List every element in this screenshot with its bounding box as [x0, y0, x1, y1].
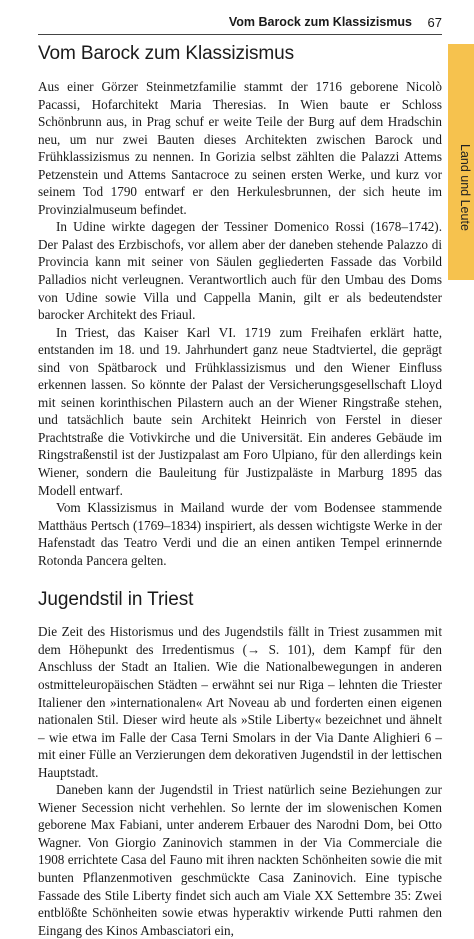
page-number: 67	[427, 15, 442, 30]
chapter-side-tab	[448, 44, 474, 280]
paragraph: Vom Klassizismus in Mailand wurde der vom Bodensee stammende Matthäus Pertsch (1769–1834) inspiriert, als dessen wichtigste Werke in der Hafenstadt das Teatro Verdi und die an einen antiken Tempel erinnernde Rotonda Pancera gelten.	[38, 500, 442, 568]
paragraph: Die Zeit des Historismus und des Jugendstils fällt in Triest zusammen mit dem Höhepunkt des Irredentismus (→ S. 101), dem Kampf für den Anschluss der Stadt an Italien. Wie die Nationalbewegungen in anderen ostmitteleuropäischen Städten – erwähnt sei nur Riga – lehnten die Triester Italiener den »internationalen« Art Noveau ab und forderten einen eigenen nationalen Stil. Dieser wird heute als »Stile Liberty« bezeichnet und ähnelt – wie etwa im Falle der Casa Terni Smolars in der Via Dante Alighieri 6 – mit einer Fülle an Verzierungen dem dekorativen Jugendstil in der lettischen Hauptstadt.	[38, 624, 442, 780]
side-tab-label: Land und Leute	[458, 144, 472, 231]
page-body	[38, 36, 442, 939]
running-head: Vom Barock zum Klassizismus	[228, 15, 412, 29]
paragraph: Daneben kann der Jugendstil in Triest natürlich seine Beziehungen zur Wiener Secession nicht verhehlen. So lernte der im slowenischen Komen geborene Max Fabiani, unter anderem Erbauer des Narodni Dom, bei Otto Wagner. Von Giorgio Zaninovich stammen in der Via Commerciale die 1908 errichtete Casa del Fauno mit ihren nackten Schönheiten sowie die mit bunten Pflanzenmotiven geschmückte Casa Zaninovich. Eine typische Fassade des Stile Liberty findet sich auch am Viale XX Settembre 35: Zwei entblößte Schönheiten sowie etwas hyperaktiv wirkende Putti rahmen den Eingang des Kinos Ambasciatori ein,	[38, 782, 442, 938]
paragraph: Aus einer Görzer Steinmetzfamilie stammt der 1716 geborene Nicolò Pacassi, Hofarchitekt Maria Theresias. In Wien baute er Schloss Schönbrunn aus, in Prag schuf er weite Teile der Burg auf dem Hradschin neu, um nur zwei Bauten dieses Architekten zwischen Barock und Frühklassizismus zu nennen. In Gorizia selbst zählten die Palazzi Attems Petzenstein und Attems Santacroce zu seinen ersten Werke, und kurz vor seinem Tod 1790 entwarf er den Herkulesbrunnen, der sich heute im Provinzialmuseum befindet.	[38, 79, 442, 217]
section-heading-jugendstil: Jugendstil in Triest	[38, 589, 194, 611]
paragraph: In Udine wirkte dagegen der Tessiner Domenico Rossi (1678–1742). Der Palast des Erzbischofs, vor allem aber der daneben stehende Palazzo di Provincia kann mit seiner von Säulen gegliederten Fassade das Vorbild Palladios nicht verleugnen. Verantwortlich auch für den Umbau des Doms von Udine sowie Villa und Cappella Manin, gilt er als bedeutendster barocker Architekt des Friaul.	[38, 219, 442, 323]
paragraph: In Triest, das Kaiser Karl VI. 1719 zum Freihafen erklärt hatte, entstanden im 18. und 19. Jahrhundert ganz neue Stadtviertel, die geprägt sind von Spätbarock und Frühklassizismus und den Wiener Einfluss erkennen lassen. So könnte der Palast der Versicherungsgesellschaft Lloyd mit seinen korinthischen Pilastern auch an der Wiener Ringstraße stehen, und tatsächlich baute sein Architekt Heinrich von Ferstel in dieser Prachtstraße die Votivkirche und die Universität. Ein anderes Gebäude im Ringstraßenstil ist der Justizpalast am Foro Ulpiano, für den allerdings kein Wiener, sondern die Bauleitung für Justizpaläste in Marburg 1895 das Modell entwarf.	[38, 324, 442, 498]
section-heading-barock: Vom Barock zum Klassizismus	[38, 43, 294, 64]
page-header	[38, 14, 442, 35]
